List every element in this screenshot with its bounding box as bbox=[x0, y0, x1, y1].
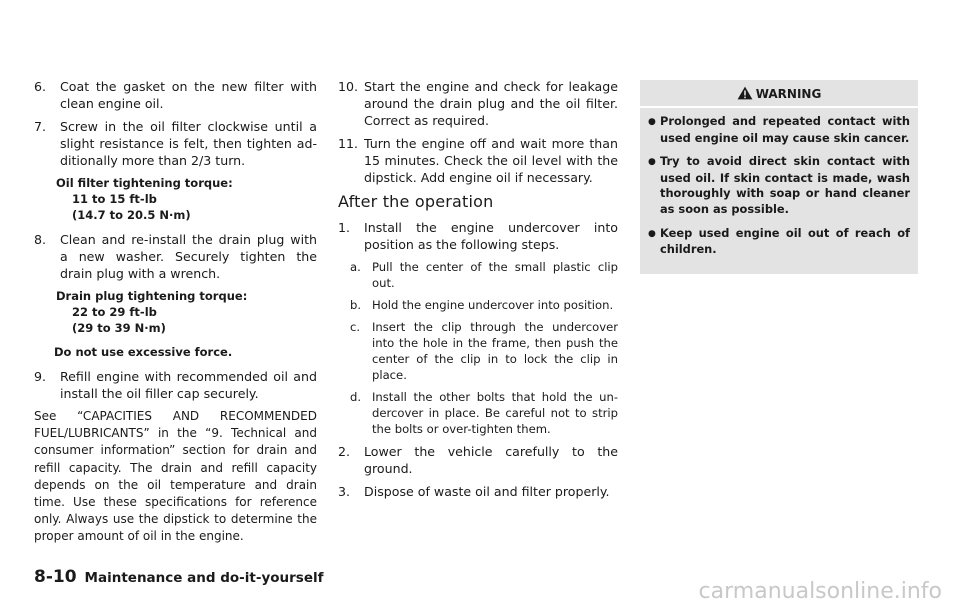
spec-label: Drain plug tightening torque: bbox=[56, 289, 248, 303]
spec-value-metric: (14.7 to 20.5 N·m) bbox=[72, 208, 191, 222]
page-footer bbox=[34, 567, 323, 587]
substep-letter: a. bbox=[350, 260, 361, 274]
warning-item-text: Prolonged and repeated contact with used engine oil may cause skin cancer. bbox=[660, 114, 910, 145]
bullet-icon: ● bbox=[648, 228, 656, 239]
substep-a bbox=[350, 259, 618, 291]
footer-title: Maintenance and do-it-yourself bbox=[84, 570, 324, 586]
oil-filter-torque-spec bbox=[56, 175, 317, 223]
substep-c bbox=[350, 319, 618, 383]
capacity-paragraph: See “CAPACITIES AND RECOMMENDED FUEL/LUBRICANTS” in the “9. Technical and consumer information” section for drain and refill capacity. The drain and refill capacity depends on the oil temperature and drain time. Use these specifications for reference only. Always use the dipstick to determine the proper amount of oil in the engine. bbox=[34, 409, 317, 544]
middle-column bbox=[338, 78, 618, 506]
substep-letter: b. bbox=[350, 298, 362, 312]
step-number: 9. bbox=[34, 369, 47, 384]
step-number: 3. bbox=[338, 484, 351, 499]
force-note: Do not use excessive force. bbox=[54, 345, 233, 359]
substep-text: Pull the center of the small plastic clip out. bbox=[372, 260, 618, 290]
warning-header bbox=[640, 80, 918, 108]
step-number: 1. bbox=[338, 220, 351, 235]
spec-value: 22 to 29 ft-lb bbox=[72, 305, 157, 319]
substep-letter: d. bbox=[350, 390, 362, 404]
substep-letter: c. bbox=[350, 320, 361, 334]
step-text: Install the engine undercover into position as the following steps. bbox=[364, 220, 618, 252]
warning-item-text: Try to avoid direct skin contact with used oil. If skin contact is made, wash thoroughly with soap or hand cleaner as soon as possible. bbox=[660, 154, 910, 216]
step-number: 8. bbox=[34, 232, 47, 247]
step-number: 10. bbox=[338, 79, 359, 94]
step-text: Refill engine with recommended oil and install the oil filler cap securely. bbox=[60, 369, 317, 401]
section-heading: After the operation bbox=[338, 192, 494, 211]
spec-label: Oil filter tightening torque: bbox=[56, 176, 233, 190]
warning-triangle-icon bbox=[737, 86, 753, 100]
warning-list bbox=[640, 108, 918, 270]
step-number: 2. bbox=[338, 444, 351, 459]
step-6 bbox=[34, 78, 317, 112]
substep-text: Hold the engine undercover into position. bbox=[372, 298, 614, 312]
step-text: Coat the gasket on the new filter with clean engine oil. bbox=[60, 79, 317, 111]
step-8 bbox=[34, 231, 317, 282]
step-7 bbox=[34, 118, 317, 169]
step-text: Turn the engine off and wait more than 15 minutes. Check the oil level with the dipstick. Add engine oil if necessary. bbox=[364, 136, 618, 185]
step-9 bbox=[34, 368, 317, 402]
right-column bbox=[640, 80, 918, 274]
step-text: Start the engine and check for leakage around the drain plug and the oil filter. Correct as required. bbox=[364, 79, 618, 128]
step-number: 7. bbox=[34, 119, 47, 134]
warning-item bbox=[648, 114, 910, 146]
spec-value-metric: (29 to 39 N·m) bbox=[72, 321, 166, 335]
spec-value: 11 to 15 ft-lb bbox=[72, 192, 157, 206]
substep-b bbox=[350, 297, 618, 313]
after-step-1 bbox=[338, 219, 618, 253]
step-number: 11. bbox=[338, 136, 359, 151]
bullet-icon: ● bbox=[648, 157, 656, 168]
warning-item bbox=[648, 226, 910, 258]
after-step-3 bbox=[338, 483, 618, 500]
after-step-2 bbox=[338, 443, 618, 477]
step-10 bbox=[338, 78, 618, 129]
step-11 bbox=[338, 135, 618, 186]
left-column bbox=[34, 78, 317, 546]
bullet-icon: ● bbox=[648, 117, 656, 127]
substep-text: Install the other bolts that hold the un- dercover in place. Be careful not to strip the bolts or over-tighten them. bbox=[372, 390, 618, 436]
step-text: Lower the vehicle carefully to the ground. bbox=[364, 444, 618, 476]
step-number: 6. bbox=[34, 79, 47, 94]
warning-item bbox=[648, 154, 910, 217]
step-text: Clean and re-install the drain plug with a new washer. Securely tighten the drain plug with a wrench. bbox=[60, 232, 317, 281]
warning-box bbox=[640, 80, 918, 274]
substep-text: Insert the clip through the undercover into the hole in the frame, then push the center of the clip in to lock the clip in place. bbox=[372, 320, 618, 382]
warning-item-text: Keep used engine oil out of reach of children. bbox=[660, 225, 910, 257]
warning-title: WARNING bbox=[755, 87, 822, 101]
step-text: Dispose of waste oil and filter properly. bbox=[364, 484, 610, 499]
watermark: carmanualsonline.info bbox=[698, 579, 942, 604]
drain-plug-torque-spec bbox=[56, 288, 317, 336]
page-number: 8-10 bbox=[34, 567, 77, 587]
substep-d bbox=[350, 389, 618, 437]
step-text: Screw in the oil filter clockwise until a slight resistance is felt, then tighten ad- ditionally more than 2/3 turn. bbox=[60, 119, 317, 168]
